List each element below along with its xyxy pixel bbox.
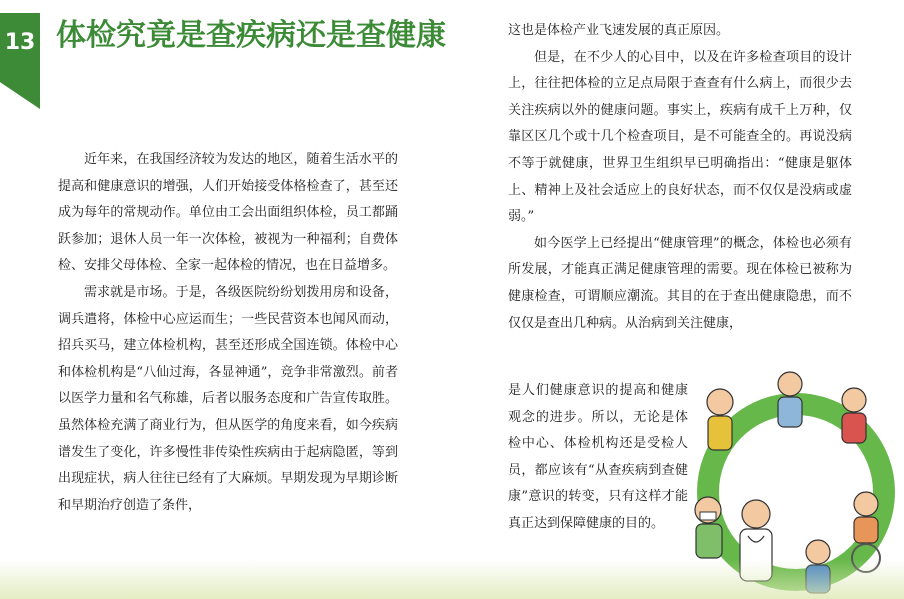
left-column [58, 147, 398, 519]
cartoon-figure-checkup [806, 540, 830, 593]
chapter-number: 13 [4, 30, 36, 55]
health-circle-illustration [684, 364, 904, 599]
right-paragraph-2: 但是，在不少人的心目中，以及在许多检查项目的设计上，往往把体检的立足点局限于查查有什么病上，而很少去关注疾病以外的健康问题。事实上，疾病有成千上万种，仅靠区区几个或十几个检查项目，是不可能查全的。再说没病不等于就健康，世界卫生组织早已明确指出：“健康是躯体上、精神上及社会适应上的良好状态，而不仅仅是没病或虚弱。” [508, 49, 852, 225]
right-paragraph-3: 如今医学上已经提出“健康管理”的概念，体检也必须有所发展，才能真正满足健康管理的需要。现在体检已被称为健康检查，可谓顺应潮流。其目的在于查出健康隐患，而不仅仅是查出几种病。从治病到关注健康， [508, 235, 852, 331]
page-title: 体检究竟是查疾病还是查健康 [56, 18, 446, 53]
right-column-top [508, 18, 852, 337]
left-paragraph-2: 需求就是市场。于是，各级医院纷纷划拨用房和设备，调兵遣将，体检中心应运而生；一些民营资本也闻风而动，招兵买马，建立体检机构，甚至还形成全国连锁。体检中心和体检机构是“八仙过海，各显神通”，竞争非常激烈。前者以医学力量和名气称雄，后者以服务态度和广告宣传取胜。虽然体检充满了商业行为，但从医学的角度来看，如今疾病谱发生了变化，许多慢性非传染性疾病由于起病隐匿，等到出现症状，病人往往已经有了大麻烦。早期发现为早期诊断和早期治疗创造了条件， [58, 284, 398, 513]
right-continuation: 这也是体检产业飞速发展的真正原因。 [508, 23, 730, 38]
right-paragraph-3-continued: 是人们健康意识的提高和健康观念的进步。所以，无论是体检中心、体检机构还是受检人员，都应该有“从查疾病到查健康”意识的转变，只有这样才能真正达到保障健康的目的。 [508, 383, 688, 531]
right-column-bottom [508, 378, 688, 538]
cartoon-figure-doctor [740, 500, 772, 581]
cartoon-figure-elder [778, 372, 802, 427]
chapter-tab [0, 13, 40, 109]
left-paragraph-1: 近年来，在我国经济较为发达的地区，随着生活水平的提高和健康意识的增强，人们开始接受体格检查了，甚至还成为每年的常规动作。单位由工会出面组织体检，员工都踊跃参加；退休人员一年一次体检，被视为一种福利；自费体检、安排父母体检、全家一起体检的情况，也在日益增多。 [58, 152, 398, 274]
cartoon-figure-patient-left [707, 389, 733, 450]
cartoon-figure-masked [695, 497, 722, 558]
cartoon-figure-child [842, 388, 866, 443]
